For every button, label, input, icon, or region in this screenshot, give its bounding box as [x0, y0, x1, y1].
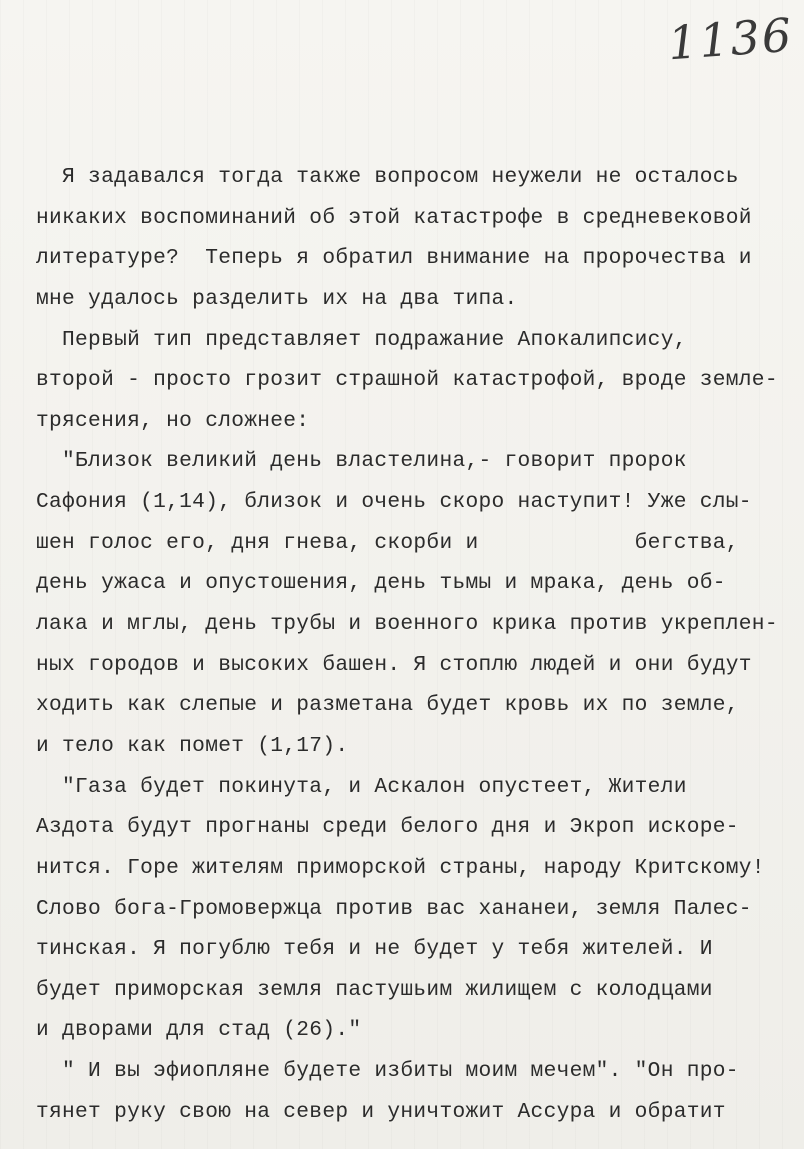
text-line: Слово бога-Громовержца против вас хананеи, земля Палес- [36, 896, 752, 921]
text-line: и тело как помет (1,17). [36, 733, 349, 758]
page-number: 1136 [666, 7, 795, 71]
text-line: ных городов и высоких башен. Я стоплю людей и они будут [36, 652, 752, 677]
text-line: тинская. Я погублю тебя и не будет у тебя жителей. И [36, 937, 713, 962]
text-line: Я задавался тогда также вопросом неужели не осталось [36, 165, 739, 189]
text-line: второй - просто грозит страшной катастрофой, вроде земле- [36, 368, 778, 393]
text-line: Аздота будут прогнаны среди белого дня и Экроп искоре- [36, 815, 739, 840]
text-line: Первый тип представляет подражание Апокалипсису, [36, 327, 687, 352]
text-line: литературе? Теперь я обратил внимание на пророчества и [36, 246, 752, 271]
text-line: будет приморская земля пастушьим жилищем с колодцами [36, 977, 713, 1002]
text-line: " И вы эфиопляне будете избиты моим мечем". "Он про- [36, 1059, 739, 1084]
text-line: Сафония (1,14), близок и очень скоро наступит! Уже слы- [36, 490, 752, 515]
text-line: день ужаса и опустошения, день тьмы и мрака, день об- [36, 571, 726, 596]
text-line: мне удалось разделить их на два типа. [36, 286, 518, 311]
text-line: трясения, но сложнее: [36, 408, 310, 433]
text-line: лака и мглы, день трубы и военного крика против укреплен- [36, 612, 778, 637]
text-line: шен голос его, дня гнева, скорби и бегства, [36, 530, 739, 555]
text-line: "Близок великий день властелина,- говорит пророк [36, 449, 687, 474]
text-line: тянет руку свою на север и уничтожит Ассура и обратит [36, 1099, 726, 1124]
text-line: никаких воспоминаний об этой катастрофе в средневековой [36, 205, 752, 230]
text-line: ходить как слепые и разметана будет кровь их по земле, [36, 693, 739, 718]
text-line: и дворами для стад (26)." [36, 1018, 362, 1043]
typewritten-text [36, 157, 776, 1132]
text-line: нится. Горе жителям приморской страны, народу Критскому! [36, 855, 765, 880]
text-line: "Газа будет покинута, и Аскалон опустеет, Жители [36, 774, 687, 799]
